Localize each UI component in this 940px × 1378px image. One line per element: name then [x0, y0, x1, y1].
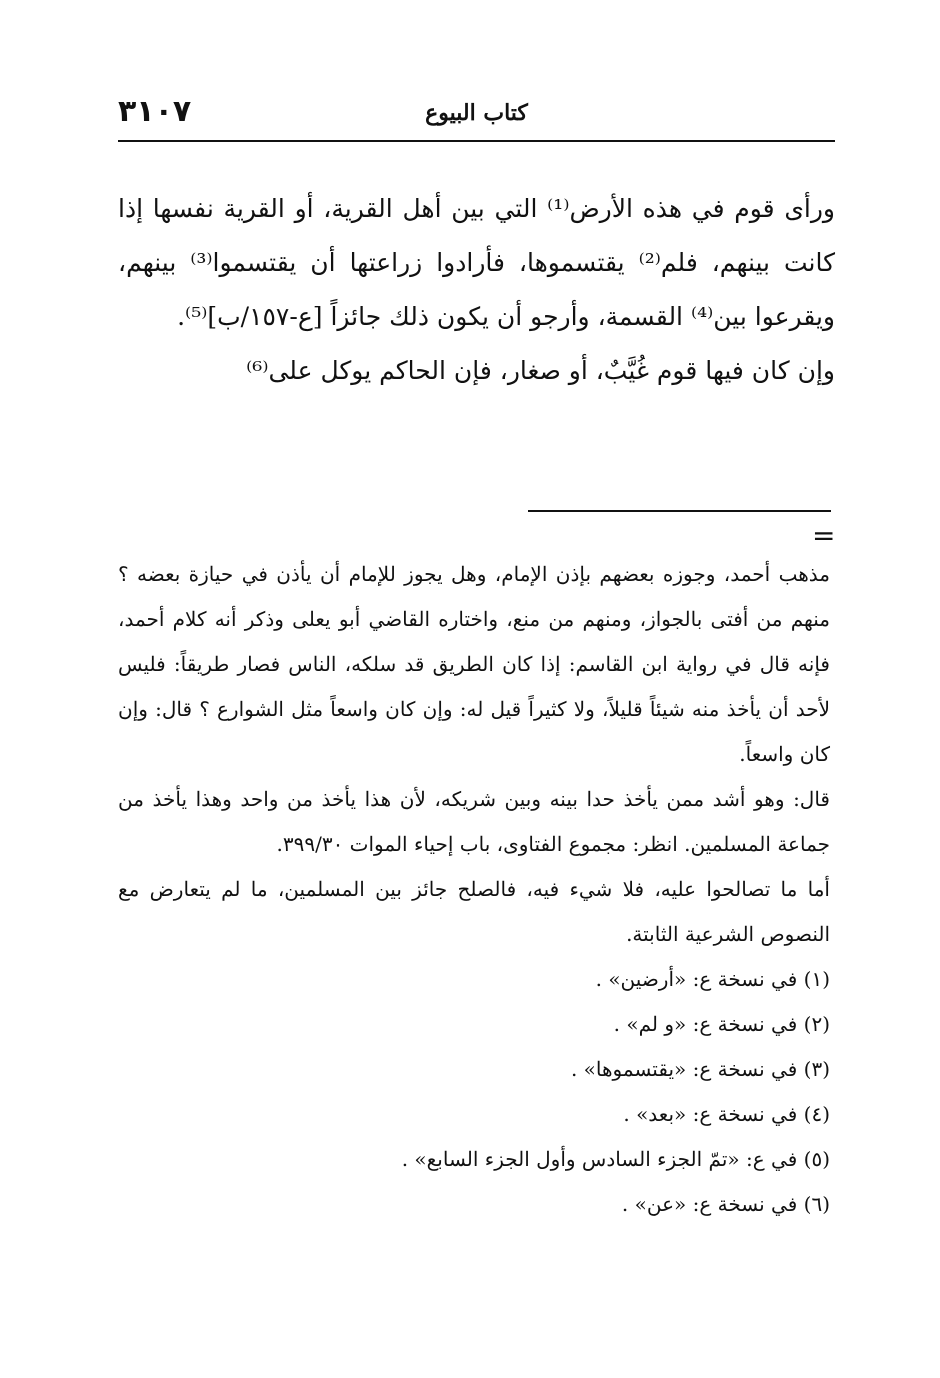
main-text: [118, 182, 835, 398]
footnote-paragraph: أما ما تصالحوا عليه، فلا شيء فيه، فالصلح جائز بين المسلمين، ما لم يتعارض مع النصوص الشرعية الثابتة.: [118, 877, 830, 946]
footnote-item: (٣) في نسخة ع: «يقتسموها» .: [570, 1057, 830, 1081]
running-title: كتاب البيوع: [425, 100, 528, 126]
footnote-paragraph: مذهب أحمد، وجوزه بعضهم بإذن الإمام، وهل يجوز للإمام أن يأذن في حيازة بعضه ؟ منهم من أفتى بالجواز، ومنهم من منع، واختاره القاضي أبو يعلى وذكر أنه كلام أحمد، فإنه قال في رواية ابن القاسم: إذا كان الطريق قد سلكه، الناس فصار طريقاً: فليس لأحد أن يأخذ منه شيئاً قليلاً، ولا كثيراً قيل له: وإن كان واسعاً مثل الشوارع ؟ قال: وإن كان واسعاً.: [118, 562, 830, 766]
main-paragraph: وإن كان فيها قوم غُيَّبٌ، أو صغار، فإن الحاكم يوكل على⁽⁶⁾: [246, 356, 835, 385]
footnotes-section: [118, 552, 830, 1227]
footnote-item: (٢) في نسخة ع: «و لم» .: [613, 1012, 830, 1036]
footnote-item: (٤) في نسخة ع: «بعد» .: [623, 1102, 830, 1126]
footnote-item: (١) في نسخة ع: «أرضين» .: [595, 967, 830, 991]
footnote-paragraph: قال: وهو أشد ممن يأخذ حدا بينه وبين شريكه، لأن هذا يأخذ من واحد وهذا يأخذ من جماعة المسلمين. انظر: مجموع الفتاوى، باب إحياء الموات ٣٩٩/٣٠.: [118, 787, 830, 856]
footnote-separator: [528, 510, 831, 512]
page-header: [118, 90, 835, 142]
main-paragraph: ورأى قوم في هذه الأرض⁽¹⁾ التي بين أهل القرية، أو القرية نفسها إذا كانت بينهم، فلم⁽²⁾ يقتسموها، فأرادوا زراعتها أن يقتسموا⁽³⁾ بينهم، ويقرعوا بين⁽⁴⁾ القسمة، وأرجو أن يكون ذلك جائزاً [ع-١٥٧/ب]⁽⁵⁾.: [118, 194, 836, 331]
page-number: ٣١٠٧: [118, 94, 192, 129]
footnote-list: [118, 957, 830, 1227]
footnote-item: (٦) في نسخة ع: «عن» .: [621, 1192, 830, 1216]
footnote-continuation-mark: =: [812, 519, 836, 552]
footnote-item: (٥) في ع: «تمّ الجزء السادس وأول الجزء السابع» .: [401, 1147, 830, 1171]
